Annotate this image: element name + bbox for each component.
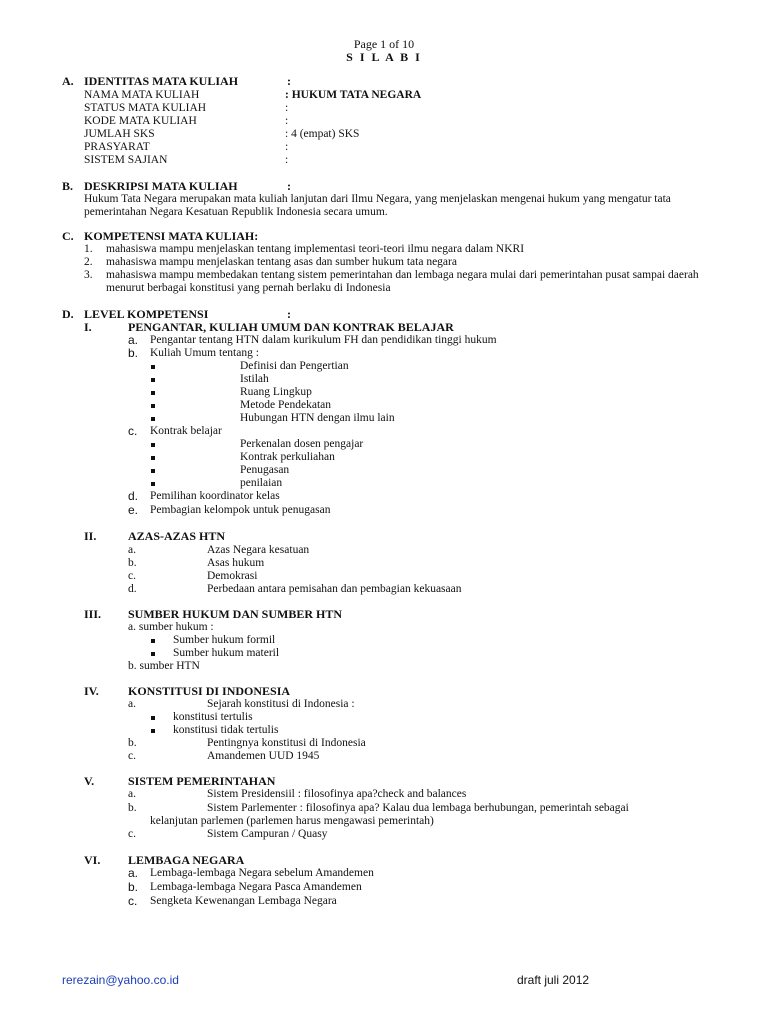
bullet-item: Perkenalan dosen pengajar [240, 438, 364, 450]
item-letter: b. [128, 557, 137, 569]
list-number: 1. [84, 243, 93, 255]
subsection-title: PENGANTAR, KULIAH UMUM DAN KONTRAK BELAJAR [128, 320, 454, 334]
bullet-square-icon [151, 365, 155, 369]
subsection-title: SUMBER HUKUM DAN SUMBER HTN [128, 607, 343, 621]
section-letter: C. [62, 229, 74, 243]
field-label: NAMA MATA KULIAH [84, 89, 200, 101]
bullet-item: Sumber hukum formil [173, 634, 276, 646]
field-label: KODE MATA KULIAH [84, 115, 197, 127]
bullet-item: Kontrak perkuliahan [240, 451, 335, 463]
bullet-item: Metode Pendekatan [240, 399, 332, 411]
draft-date: draft juli 2012 [517, 973, 590, 987]
section-letter: D. [62, 307, 74, 321]
bullet-square-icon [151, 469, 155, 473]
item-text: Pemilihan koordinator kelas [150, 490, 280, 502]
bullet-square-icon [151, 639, 155, 643]
bullet-square-icon [151, 482, 155, 486]
list-item: mahasiswa mampu menjelaskan tentang asas dan sumber hukum tata negara [106, 256, 457, 268]
bullet-item: Hubungan HTN dengan ilmu lain [240, 412, 395, 424]
item-text: Demokrasi [207, 570, 258, 582]
item-text: Sejarah konstitusi di Indonesia : [207, 698, 355, 710]
field-value: : 4 (empat) SKS [285, 128, 360, 140]
item-letter: b. [128, 802, 137, 814]
item-letter: b. [128, 737, 137, 749]
item-text: Lembaga-lembaga Negara Pasca Amandemen [150, 881, 362, 893]
item-text: Pengantar tentang HTN dalam kurikulum FH dan pendidikan tinggi hukum [150, 334, 497, 346]
bullet-square-icon [151, 378, 155, 382]
bullet-item: penilaian [240, 477, 283, 489]
bullet-item: Ruang Lingkup [240, 386, 312, 398]
section-title: KOMPETENSI MATA KULIAH: [84, 229, 259, 243]
bullet-square-icon [151, 729, 155, 733]
item-letter: a. [128, 698, 136, 710]
field-value: : [285, 141, 289, 153]
subsection-number: III. [84, 607, 102, 621]
item-text-continuation: kelanjutan parlemen (parlemen harus mengawasi pemerintah) [150, 815, 434, 827]
item-letter: c. [128, 424, 138, 438]
list-item: mahasiswa mampu menjelaskan tentang implementasi teori-teori ilmu negara dalam NKRI [106, 243, 525, 255]
bullet-item: Definisi dan Pengertian [240, 360, 349, 372]
item-text: Sistem Parlementer : filosofinya apa? Kalau dua lembaga berhubungan, pemerintah sebagai [207, 802, 629, 814]
section-colon: : [287, 74, 291, 88]
field-label: JUMLAH SKS [84, 128, 155, 140]
item-letter: a. [128, 788, 136, 800]
item-text: Perbedaan antara pemisahan dan pembagian kekuasaan [207, 583, 462, 595]
item-text: b. sumber HTN [128, 660, 200, 672]
item-text: Azas Negara kesatuan [207, 544, 310, 556]
author-email-link[interactable]: rerezain@yahoo.co.id [62, 973, 179, 987]
item-text: Kontrak belajar [150, 425, 222, 437]
subsection-title: AZAS-AZAS HTN [128, 529, 226, 543]
bullet-square-icon [151, 404, 155, 408]
list-item: mahasiswa mampu membedakan tentang sistem pemerintahan dan lembaga negara mulai dari pemerintahan pusat sampai daerah menurut berbagai konstitusi yang pernah berlaku di Indonesia [106, 269, 699, 294]
bullet-square-icon [151, 716, 155, 720]
document-title: S I L A B I [346, 50, 422, 64]
bullet-item: Istilah [240, 373, 269, 385]
subsection-number: II. [84, 529, 97, 543]
section-letter: A. [62, 74, 74, 88]
item-letter: c. [128, 828, 136, 840]
item-letter: d. [128, 583, 137, 595]
bullet-square-icon [151, 456, 155, 460]
item-text: Lembaga-lembaga Negara sebelum Amandemen [150, 867, 374, 879]
page-number: Page 1 of 10 [353, 37, 415, 51]
item-letter: c. [128, 570, 136, 582]
bullet-square-icon [151, 391, 155, 395]
section-colon: : [287, 307, 291, 321]
bullet-square-icon [151, 443, 155, 447]
subsection-title: KONSTITUSI DI INDONESIA [128, 684, 291, 698]
item-letter: b. [128, 880, 139, 894]
bullet-item: konstitusi tertulis [173, 711, 253, 723]
item-text: Kuliah Umum tentang : [150, 347, 259, 359]
bullet-square-icon [151, 417, 155, 421]
subsection-number: I. [84, 320, 92, 334]
item-text: Amandemen UUD 1945 [207, 750, 320, 762]
item-letter: b. [128, 346, 139, 360]
item-text: Pembagian kelompok untuk penugasan [150, 504, 331, 516]
subsection-title: LEMBAGA NEGARA [128, 853, 245, 867]
item-letter: c. [128, 750, 136, 762]
item-text: a. sumber hukum : [128, 621, 214, 633]
bullet-item: Penugasan [240, 464, 290, 476]
subsection-number: IV. [84, 684, 99, 698]
item-text: Sistem Presidensiil : filosofinya apa?check and balances [207, 788, 467, 800]
item-text: Asas hukum [207, 557, 265, 569]
bullet-square-icon [151, 652, 155, 656]
bullet-item: konstitusi tidak tertulis [173, 724, 279, 736]
field-value: : [285, 154, 289, 166]
item-letter: a. [128, 866, 139, 880]
bullet-item: Sumber hukum materil [173, 647, 280, 659]
field-label: PRASYARAT [84, 141, 150, 153]
item-letter: e. [128, 503, 139, 517]
section-title: LEVEL KOMPETENSI [84, 307, 209, 321]
item-text: Sengketa Kewenangan Lembaga Negara [150, 895, 337, 907]
subsection-number: VI. [84, 853, 101, 867]
item-letter: a. [128, 333, 139, 347]
section-title: IDENTITAS MATA KULIAH [84, 74, 239, 88]
field-label: SISTEM SAJIAN [84, 154, 168, 166]
description-paragraph: Hukum Tata Negara merupakan mata kuliah lanjutan dari Ilmu Negara, yang menjelaskan mengenai hukum yang mengatur tata pemerintahan Negara Kesatuan Republik Indonesia secara umum. [84, 193, 671, 218]
section-title: DESKRIPSI MATA KULIAH [84, 179, 238, 193]
item-letter: d. [128, 489, 139, 503]
item-letter: a. [128, 544, 136, 556]
field-value: : HUKUM TATA NEGARA [285, 89, 422, 101]
list-number: 3. [84, 269, 93, 281]
item-letter: c. [128, 894, 138, 908]
subsection-title: SISTEM PEMERINTAHAN [128, 774, 276, 788]
subsection-number: V. [84, 774, 95, 788]
field-label: STATUS MATA KULIAH [84, 102, 207, 114]
field-value: : [285, 115, 289, 127]
item-text: Sistem Campuran / Quasy [207, 828, 328, 840]
list-number: 2. [84, 256, 93, 268]
section-colon: : [287, 179, 291, 193]
field-value: : [285, 102, 289, 114]
item-text: Pentingnya konstitusi di Indonesia [207, 737, 366, 749]
section-letter: B. [62, 179, 74, 193]
